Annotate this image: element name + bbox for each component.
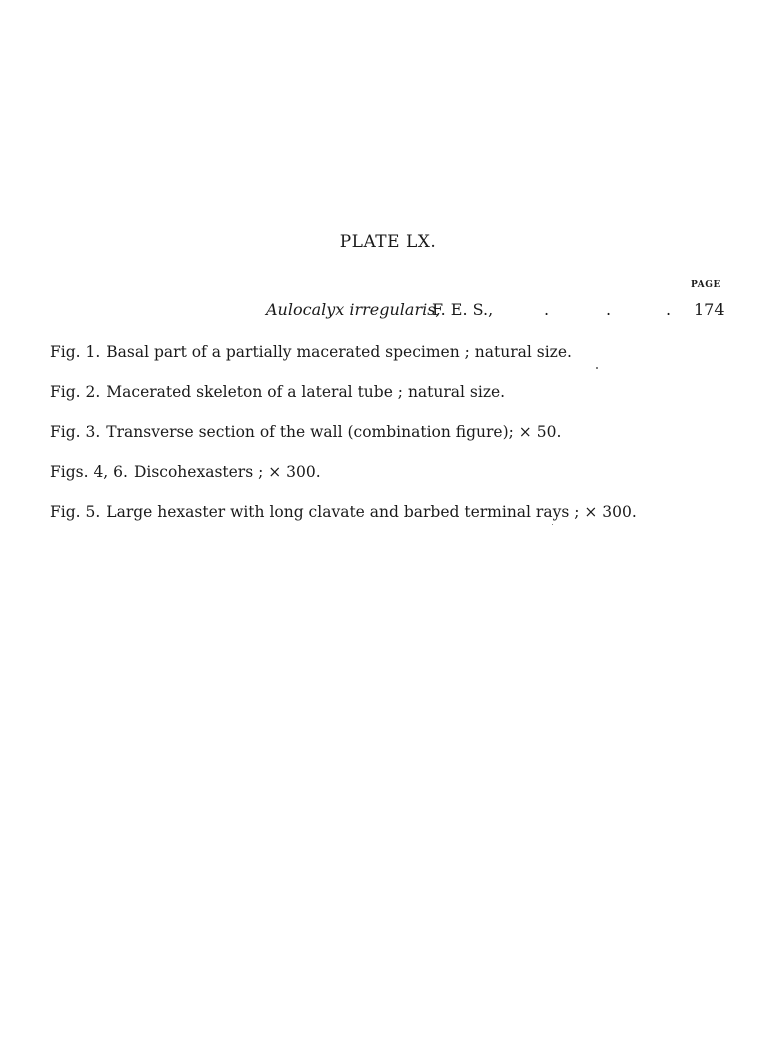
- leader-dot: .: [666, 300, 672, 319]
- species-name: Aulocalyx irregularis,: [266, 300, 441, 319]
- figure-label: Fig. 3.: [50, 423, 101, 441]
- plate-title: PLATE LX.: [339, 232, 437, 252]
- figure-item: [50, 381, 730, 421]
- species-authority: F. E. S.,: [432, 300, 494, 319]
- figure-label: Figs. 4, 6.: [50, 463, 128, 481]
- figure-caption: Macerated skeleton of a lateral tube ; natural size.: [106, 383, 506, 401]
- figure-label: Fig. 5.: [50, 503, 101, 521]
- figure-item: [50, 501, 730, 541]
- leader-dot: .: [606, 300, 612, 319]
- figure-label: Fig. 2.: [50, 383, 101, 401]
- leader-dot: .: [544, 300, 550, 319]
- figure-list: [50, 341, 730, 541]
- figure-caption: Transverse section of the wall (combination figure); × 50.: [106, 423, 562, 441]
- figure-caption: Large hexaster with long clavate and barbed terminal rays ; × 300.: [106, 503, 637, 521]
- figure-item: [50, 421, 730, 461]
- figure-item: [50, 341, 730, 381]
- print-speck: [596, 367, 598, 369]
- page-column-header: PAGE: [690, 280, 722, 290]
- species-entry: [0, 300, 776, 322]
- figure-caption: Discohexasters ; × 300.: [133, 463, 321, 481]
- figure-item: [50, 461, 730, 501]
- print-speck: [552, 524, 553, 525]
- figure-label: Fig. 1.: [50, 343, 101, 361]
- page-number: 174: [694, 300, 725, 319]
- figure-caption: Basal part of a partially macerated specimen ; natural size.: [106, 343, 572, 361]
